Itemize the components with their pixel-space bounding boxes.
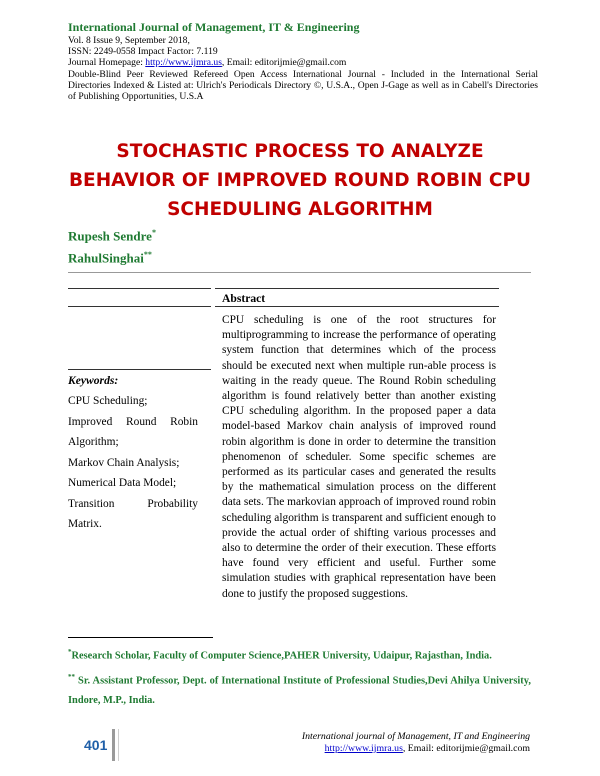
homepage-link[interactable]: http://www.ijmra.us (145, 57, 222, 69)
issn-line: ISSN: 2249-0558 Impact Factor: 7.119 (68, 46, 218, 58)
keyword-item: Matrix. (68, 518, 102, 530)
volume-line: Vol. 8 Issue 9, September 2018, (68, 35, 190, 46)
footnote-mark: ** (68, 673, 75, 681)
footer-bar (112, 729, 115, 761)
keywords-list (68, 391, 198, 535)
author-name: RahulSinghai (68, 250, 144, 266)
keyword-item: Transition Probability (68, 497, 198, 510)
divider (68, 306, 211, 307)
divider (215, 306, 499, 307)
keyword-item: Markov Chain Analysis; (68, 456, 180, 469)
review-line: Double-Blind Peer Reviewed Refereed Open Access International Journal - Included in the International Serial Directories Indexed & Listed at: Ulrich's Periodicals Directory ©, U.S.A., Open J-Gage as well as in Cabell's Directories of Publishing Opportunities, U.S.A (68, 68, 538, 103)
author-mark: * (151, 228, 156, 237)
divider (68, 369, 211, 370)
footer-bar (118, 729, 119, 761)
footnote-mark: * (68, 648, 72, 656)
author-mark: ** (143, 250, 152, 259)
footnote-1 (68, 642, 531, 666)
divider (215, 288, 499, 289)
footnote-2 (68, 667, 531, 711)
abstract-text: CPU scheduling is one of the root structures for multiprogramming to increase the performance of operating system function that determines which of the process should be executed next when multiple run-able process is waiting in the ready queue. The Round Robin scheduling algorithm is found relatively better than another existing CPU scheduling algorithm. In the proposed paper a data model-based Markov chain analysis of improved round robin algorithm is done in order to determine the transition phenomenon of scheduler. Some specific schemes are performed as its particular cases and generated the results by the mathematical simulation process on the different data sets. The markovian approach of improved round robin scheduling algorithm is transparent and sufficient enough to provide the actual order of shifting various processes and also to determine the order of their execution. These efforts have found very efficient and useful. Further some simulation studies with graphical representation have been done to justify the proposed suggestions. (222, 314, 496, 600)
journal-title: International Journal of Management, IT & Engineering (68, 20, 360, 34)
author-2 (68, 250, 152, 266)
keyword-item: CPU Scheduling; (68, 395, 148, 407)
homepage-label: Journal Homepage: (68, 57, 146, 69)
page-number: 401 (84, 737, 108, 753)
footer-link[interactable]: http://www.ijmra.us (324, 743, 403, 754)
footer-email: , Email: editorijmie@gmail.com (402, 743, 530, 754)
footer (240, 731, 530, 755)
footer-journal: International journal of Management, IT and Engineering (301, 731, 530, 742)
divider (68, 288, 211, 289)
footer-contact (240, 743, 530, 755)
author-name: Rupesh Sendre (68, 228, 152, 244)
author-1 (68, 228, 156, 244)
keyword-item: Improved Round Robin (68, 415, 198, 428)
abstract-heading: Abstract (222, 292, 266, 305)
keywords-heading: Keywords: (68, 374, 119, 387)
email-label: , Email: editorijmie@gmail.com (221, 57, 347, 69)
keyword-item: Numerical Data Model; (68, 477, 177, 489)
divider (68, 272, 531, 273)
journal-header (68, 20, 538, 102)
footnote-text: Sr. Assistant Professor, Dept. of International Institute of Professional Studies,Devi Ahilya University, Indore, M.P., India. (68, 675, 531, 707)
homepage-line (68, 57, 538, 68)
footnote-rule (68, 637, 213, 638)
footnote-text: Research Scholar, Faculty of Computer Science,PAHER University, Udaipur, Rajasthan, India. (71, 650, 492, 662)
paper-title: STOCHASTIC PROCESS TO ANALYZE BEHAVIOR OF IMPROVED ROUND ROBIN CPU SCHEDULING ALGORITHM (68, 141, 532, 220)
keyword-item: Algorithm; (68, 436, 119, 448)
